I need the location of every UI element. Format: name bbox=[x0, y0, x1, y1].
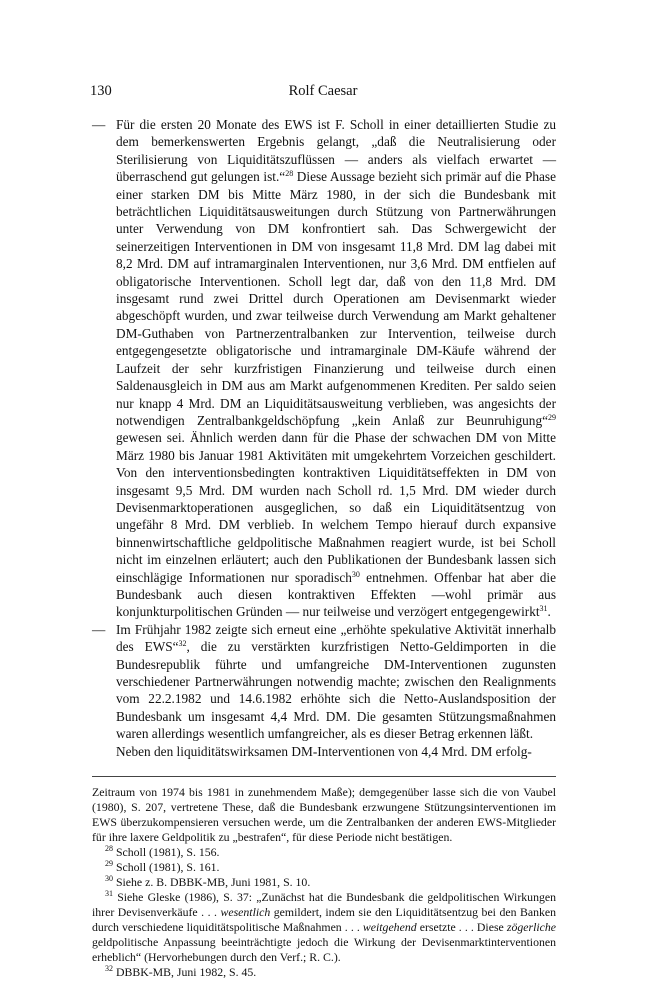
page-number: 130 bbox=[90, 83, 112, 99]
list-item bbox=[92, 116, 556, 621]
list-dash: — bbox=[92, 117, 106, 132]
footnote-29: $^{29}$ Scholl (1981), S. 161. bbox=[105, 859, 220, 874]
running-title: Rolf Caesar bbox=[288, 83, 358, 99]
footnote-ref[interactable]: 28 bbox=[285, 169, 294, 179]
page-header bbox=[90, 83, 556, 103]
footnote-ref[interactable]: 29 bbox=[548, 412, 556, 422]
footnote-continuation: Zeitraum von 1974 bis 1981 in zunehmendem Maße); demgegenüber lasse sich die von Vaubel (1980), S. 207, vertretene These, daß die Bundesbank erzwungene Stützungsinterventionen im EWS überzukompensieren versuchen werde, um die Zentralbanken der anderen EWS-Mitglieder für ihre laxere Geldpolitik zu „bestrafen“, für diese Periode nicht bestätigen. bbox=[92, 785, 556, 844]
main-text bbox=[92, 116, 556, 760]
paragraph: Im Frühjahr 1982 zeigte sich erneut eine „erhöhte spekulative Aktivität innerhalb des EWS“$^{32}$, die zu verstärkten kurzfristigen Netto-Geldimporten in die Bundesrepublik führte und umfangreiche DM-Interventionen zugunsten verschiedener Partnerwährungen notwendig machte; zwischen den Realignments vom 22.2.1982 und 14.6.1982 erhöhte sich die Netto-Auslandsposition der Bundesbank um insgesamt 4,4 Mrd. DM. Die gesamten Stützungsmaßnahmen waren allerdings wesentlich umfangreicher, als es dieser Betrag erkennen läßt. bbox=[116, 621, 556, 742]
paragraph: Für die ersten 20 Monate des EWS ist F. Scholl in einer detaillierten Studie zu dem bemerkenswerten Ergebnis gelangt, „daß die Neutralisierung oder Sterilisierung von Liquiditätszuflüssen — anders als vielfach erwartet — überraschend gut gelungen ist.“$^{28}$ Diese Aussage bezieht sich primär auf die Phase einer starken DM bis Mitte März 1980, in der sich die Bundesbank mit beträchtlichen Liquiditätsausweitungen durch Stützung von Partnerwährungen unter Verwendung von DM konfrontiert sah. Das Schwergewicht der seinerzeitigen Interventionen in DM von insgesamt 11,8 Mrd. DM lag dabei mit 8,2 Mrd. DM auf intramarginalen Interventionen, nur 3,6 Mrd. DM entfielen auf obligatorische Interventionen. Scholl legt dar, daß von den 11,8 Mrd. DM insgesamt rund zwei Drittel durch Operationen am Devisenmarkt wieder abgeschöpft wurden, und zwar teilweise durch Verwendung am Markt gehaltener DM-Guthaben von Partnerzentralbanken zur Intervention, teilweise durch entgegengesetzte obligatorische und intramarginale DM-Käufe während der Laufzeit der sehr kurzfristigen Finanzierung und teilweise durch einen Saldenausgleich in DM aus am Markt aufgenommenen Krediten. Per saldo seien nur knapp 4 Mrd. DM an Liquiditätsausweitung verblieben, was angesichts der notwendigen Zentralbankgeldschöpfung „kein Anlaß zur Beunruhigung“$^{29}$ gewesen sei. Ähnlich werden dann für die Phase der schwachen DM von Mitte März 1980 bis Januar 1981 Aktivitäten mit umgekehrtem Vorzeichen geschildert. Von den interventionsbedingten kontraktiven Liquiditätseffekten in DM von insgesamt 9,5 Mrd. DM wurden nach Scholl rd. 1,5 Mrd. DM wieder durch Devisenmarktoperationen ausgeglichen, so daß ein Liquiditätsentzug von ungefähr 8 Mrd. DM verblieb. In welchem Tempo hierauf durch expansive binnenwirtschaftliche geldpolitische Maßnahmen reagiert wurde, ist bei Scholl nicht im einzelnen erläutert; auch den Publikationen der Bundesbank lassen sich einschlägige Informationen nur sporadisch$^{30}$ entnehmen. Offenbar hat aber die Bundesbank auch diesen kontraktiven Effekten —wohl primär aus konjunkturpolitischen Gründen — nur teilweise und verzögert entgegengewirkt$^{31}$. bbox=[116, 117, 557, 620]
footnote-divider bbox=[92, 776, 556, 777]
footnote-28: $^{28}$ Scholl (1981), S. 156. bbox=[105, 844, 220, 859]
paragraph-continued: Neben den liquiditätswirksamen DM-Interventionen von 4,4 Mrd. DM erfolg- bbox=[116, 743, 532, 759]
footnote-32: $^{32}$ DBBK-MB, Juni 1982, S. 45. bbox=[105, 964, 257, 979]
footnote-ref[interactable]: 30 bbox=[351, 569, 360, 579]
footnote-ref[interactable]: 31 bbox=[539, 604, 548, 614]
footnote-ref[interactable]: 32 bbox=[178, 639, 187, 649]
footnotes bbox=[92, 785, 556, 980]
list-dash: — bbox=[92, 621, 106, 637]
list-item bbox=[92, 621, 556, 760]
footnote-30: $^{30}$ Siehe z. B. DBBK-MB, Juni 1981, S. 10. bbox=[105, 874, 311, 889]
footnote-31: $^{31}$ Siehe Gleske (1986), S. 37: „Zunächst hat die Bundesbank die geldpolitischen Wirkungen ihrer Devisenverkäufe . . . wesentlich gemildert, indem sie den Liquiditätsentzug bei den Banken durch verschiedene liquiditätspolitische Maßnahmen . . . weitgehend ersetzte . . . Diese zögerliche geldpolitische Anpassung beeinträchtigte jedoch die Wirkung der Devisenmarktinterventionen erheblich“ (Hervorhebungen durch den Verf.; R. C.). bbox=[92, 889, 556, 964]
